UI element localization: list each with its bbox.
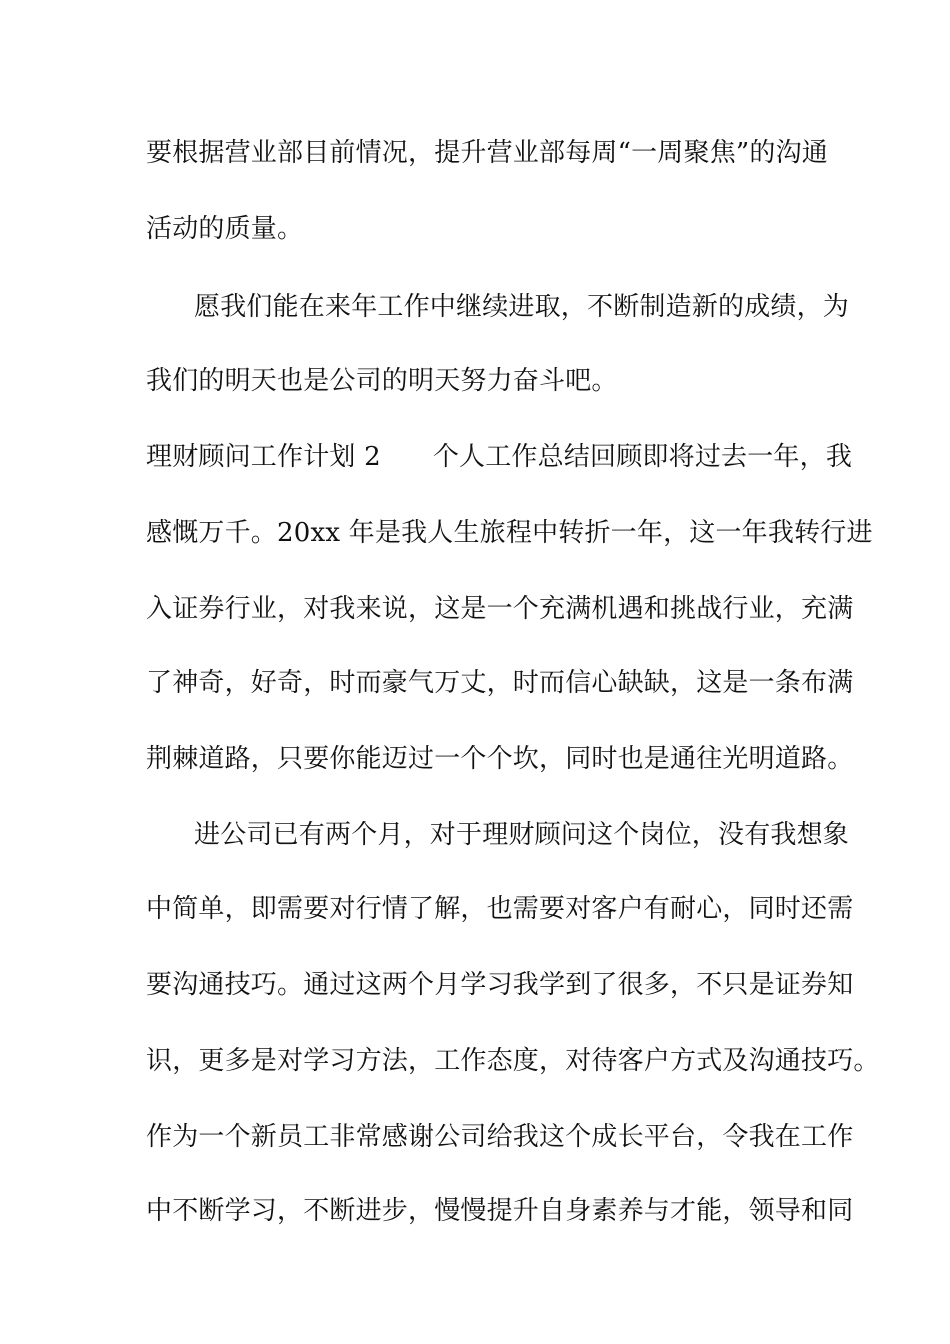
text-line: 识，更多是对学习方法，工作态度，对待客户方式及沟通技巧。 (146, 1046, 880, 1076)
section-first-sentence: 个人工作总结回顾即将过去一年，我 (432, 442, 853, 472)
text-line: 感慨万千。20xx 年是我人生旅程中转折一年，这一年我转行进 (146, 518, 873, 548)
text-line: 入证券行业，对我来说，这是一个充满机遇和挑战行业，充满 (146, 594, 854, 624)
text-line: 中不断学习，不断进步，慢慢提升自身素养与才能，领导和同 (146, 1196, 854, 1226)
section-title: 理财顾问工作计划 2 (146, 442, 381, 472)
text-line: 荆棘道路，只要你能迈过一个个坎，同时也是通往光明道路。 (146, 744, 854, 774)
text-line: 作为一个新员工非常感谢公司给我这个成长平台，令我在工作 (146, 1122, 854, 1152)
text-line: 我们的明天也是公司的明天努力奋斗吧。 (146, 366, 618, 396)
paragraph-start-line: 进公司已有两个月，对于理财顾问这个岗位，没有我想象 (194, 820, 850, 850)
text-line: 要沟通技巧。通过这两个月学习我学到了很多，不只是证券知 (146, 970, 854, 1000)
paragraph-start-line: 愿我们能在来年工作中继续进取，不断制造新的成绩，为 (194, 292, 850, 322)
text-line: 中简单，即需要对行情了解，也需要对客户有耐心，同时还需 (146, 894, 854, 924)
section-heading-line (146, 440, 852, 474)
text-line: 要根据营业部目前情况，提升营业部每周“一周聚焦”的沟通 (146, 138, 828, 168)
text-line: 活动的质量。 (146, 214, 304, 244)
text-line: 了神奇，好奇，时而豪气万丈，时而信心缺缺，这是一条布满 (146, 668, 854, 698)
